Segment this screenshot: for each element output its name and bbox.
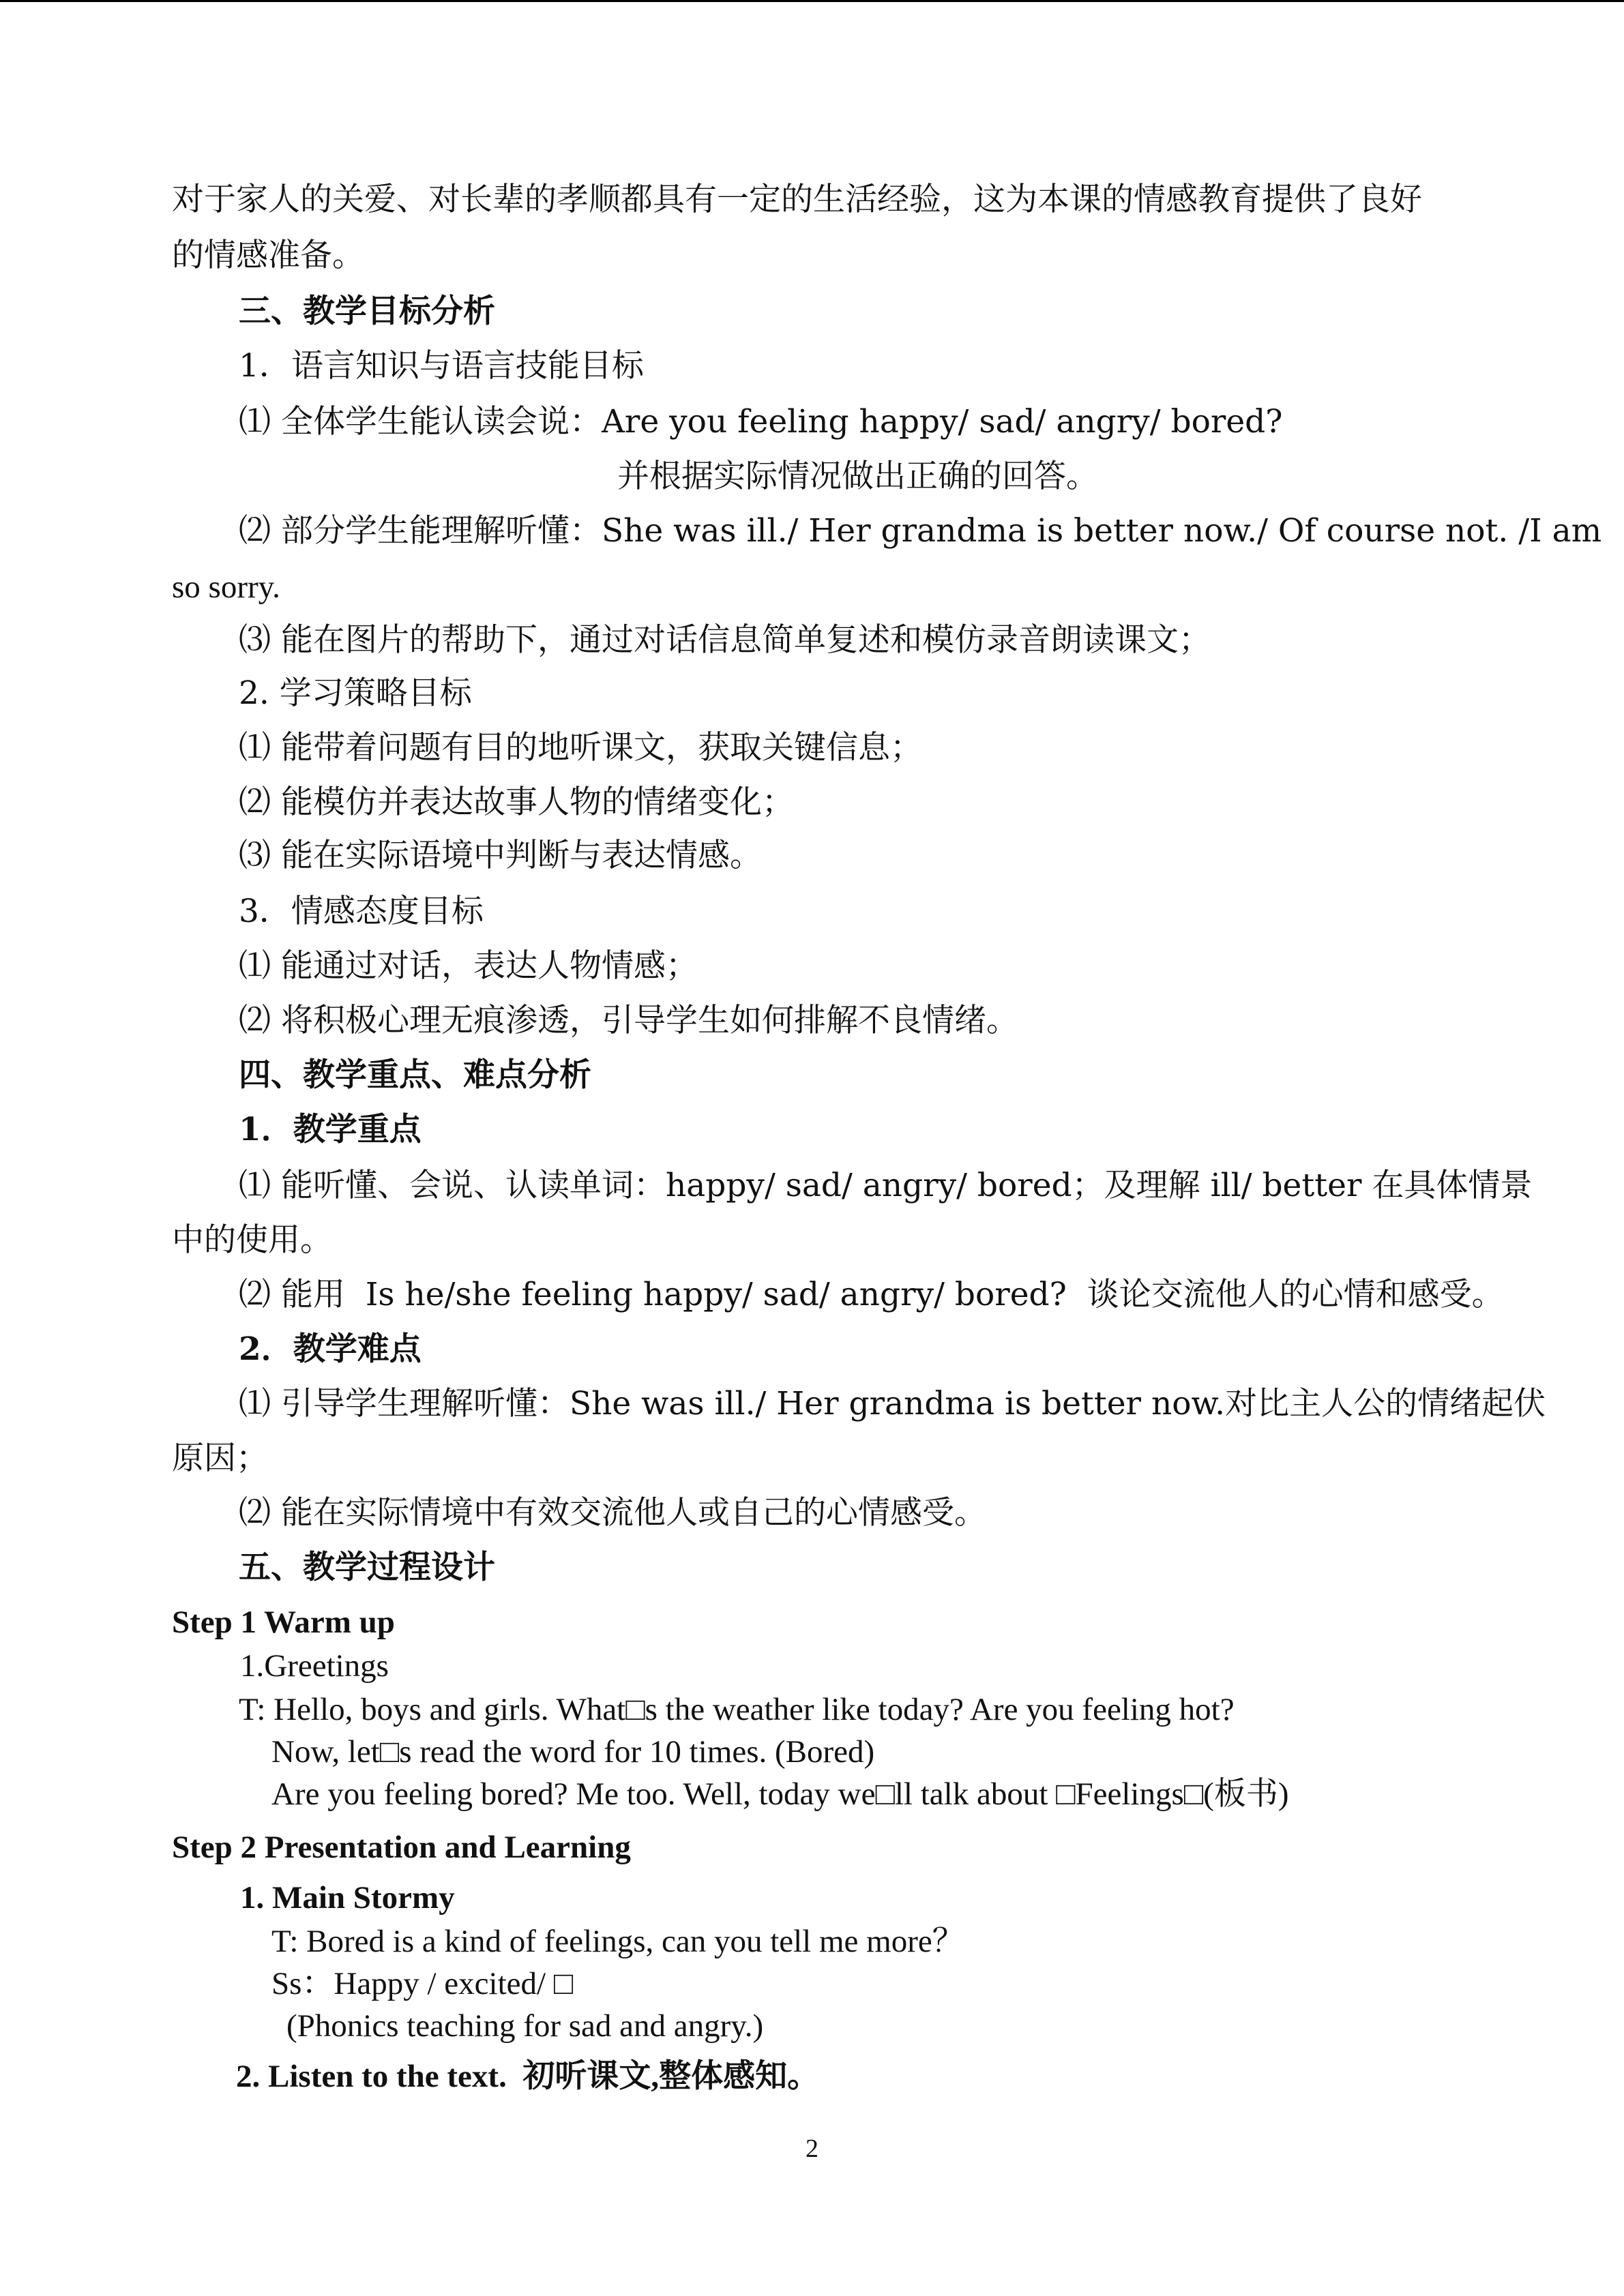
- list-item: ⑶ 能在实际语境中判断与表达情感。: [239, 837, 762, 874]
- step-heading: Step 2 Presentation and Learning: [172, 1830, 631, 1865]
- subsection-heading: 1．语言知识与语言技能目标: [239, 347, 644, 385]
- dialogue-line: Now, let□s read the word for 10 times. (Bored): [271, 1734, 875, 1770]
- section-heading-process: 五、教学过程设计: [239, 1549, 495, 1586]
- list-item-continuation: 并根据实际情况做出正确的回答。: [617, 458, 1098, 495]
- subsection-heading: 3．情感态度目标: [239, 893, 484, 930]
- dialogue-line: (Phonics teaching for sad and angry.): [286, 2008, 764, 2044]
- dialogue-line: T: Bored is a kind of feelings, can you tell me more？: [271, 1924, 964, 1959]
- list-item-continuation: so sorry.: [172, 569, 280, 605]
- section-heading-key-points: 四、教学重点、难点分析: [239, 1056, 591, 1094]
- step-line: 1.Greetings: [240, 1648, 389, 1684]
- list-item: ⑴ 能通过对话，表达人物情感；: [239, 947, 698, 985]
- paragraph-line: 的情感准备。: [172, 237, 364, 274]
- list-item-continuation: 中的使用。: [172, 1221, 332, 1259]
- list-item-continuation: 原因；: [172, 1440, 268, 1477]
- dialogue-line: Ss：Happy / excited/ □: [271, 1966, 574, 2001]
- step-subheading: 1. Main Stormy: [240, 1880, 455, 1915]
- section-heading-objectives: 三、教学目标分析: [239, 293, 495, 330]
- step-heading: Step 1 Warm up: [172, 1605, 395, 1640]
- list-item: ⑴ 能带着问题有目的地听课文，获取关键信息；: [239, 729, 922, 766]
- list-item: ⑴ 能听懂、会说、认读单词：happy/ sad/ angry/ bored；及理解 ill/ better 在具体情景: [239, 1167, 1533, 1204]
- list-item: ⑵ 能模仿并表达故事人物的情绪变化；: [239, 784, 794, 821]
- step-subheading: 2. Listen to the text. 初听课文,整体感知。: [236, 2059, 820, 2094]
- list-item: ⑵ 能用 Is he/she feeling happy/ sad/ angry/ bored? 谈论交流他人的心情和感受。: [239, 1276, 1504, 1313]
- subsection-heading: 1．教学重点: [239, 1111, 422, 1148]
- paragraph-line: 对于家人的关爱、对长辈的孝顺都具有一定的生活经验，这为本课的情感教育提供了良好: [172, 181, 1422, 218]
- page-number: 2: [806, 2134, 818, 2163]
- subsection-heading: 2. 学习策略目标: [239, 674, 472, 712]
- subsection-heading: 2．教学难点: [239, 1330, 422, 1368]
- dialogue-line: Are you feeling bored? Me too. Well, today we□ll talk about □Feelings□(板书): [271, 1776, 1289, 1812]
- dialogue-line: T: Hello, boys and girls. What□s the weather like today? Are you feeling hot?: [239, 1692, 1235, 1727]
- list-item: ⑵ 能在实际情境中有效交流他人或自己的心情感受。: [239, 1494, 986, 1532]
- list-item: ⑵ 部分学生能理解听懂：She was ill./ Her grandma is better now./ Of course not. /I am: [239, 512, 1602, 550]
- list-item: ⑵ 将积极心理无痕渗透，引导学生如何排解不良情绪。: [239, 1002, 1018, 1039]
- list-item: ⑶ 能在图片的帮助下，通过对话信息简单复述和模仿录音朗读课文；: [239, 621, 1211, 659]
- list-item: ⑴ 引导学生理解听懂：She was ill./ Her grandma is better now.对比主人公的情绪起伏: [239, 1385, 1546, 1422]
- list-item: ⑴ 全体学生能认读会说：Are you feeling happy/ sad/ angry/ bored?: [239, 403, 1283, 441]
